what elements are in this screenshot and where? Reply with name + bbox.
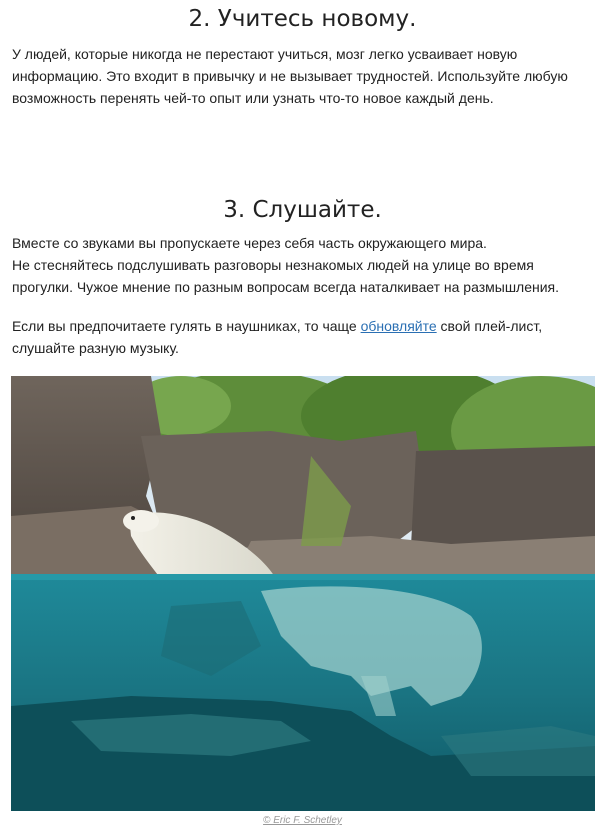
paragraph-line: Вместе со звуками вы пропускаете через себя часть окружающего мира. [12, 235, 487, 251]
section-2-heading: 2. Учитесь новому. [188, 6, 417, 32]
section-3-paragraph-2 [12, 315, 597, 359]
update-playlist-link[interactable]: обновляйте [360, 318, 437, 334]
section-3-paragraph-1 [12, 232, 597, 298]
photo-credit[interactable]: © Eric F. Schetley [263, 815, 342, 826]
section-3-heading: 3. Слушайте. [223, 197, 382, 223]
polar-bear-photo [11, 376, 595, 811]
paragraph-text: свой плей-лист, слушайте разную музыку. [12, 318, 543, 356]
paragraph-text: Если вы предпочитаете гулять в наушниках, то чаще [12, 318, 361, 334]
section-2-paragraph: У людей, которые никогда не перестают учиться, мозг легко усваивает новую информацию. Это входит в привычку и не вызывает трудностей. Используйте любую возможность перенять чей-то опыт или узнать что-то новое каждый день. [12, 46, 568, 106]
paragraph-line: Не стесняйтесь подслушивать разговоры незнакомых людей на улице во время прогулки. Чужое мнение по разным вопросам всегда наталкивает на размышления. [12, 257, 560, 295]
